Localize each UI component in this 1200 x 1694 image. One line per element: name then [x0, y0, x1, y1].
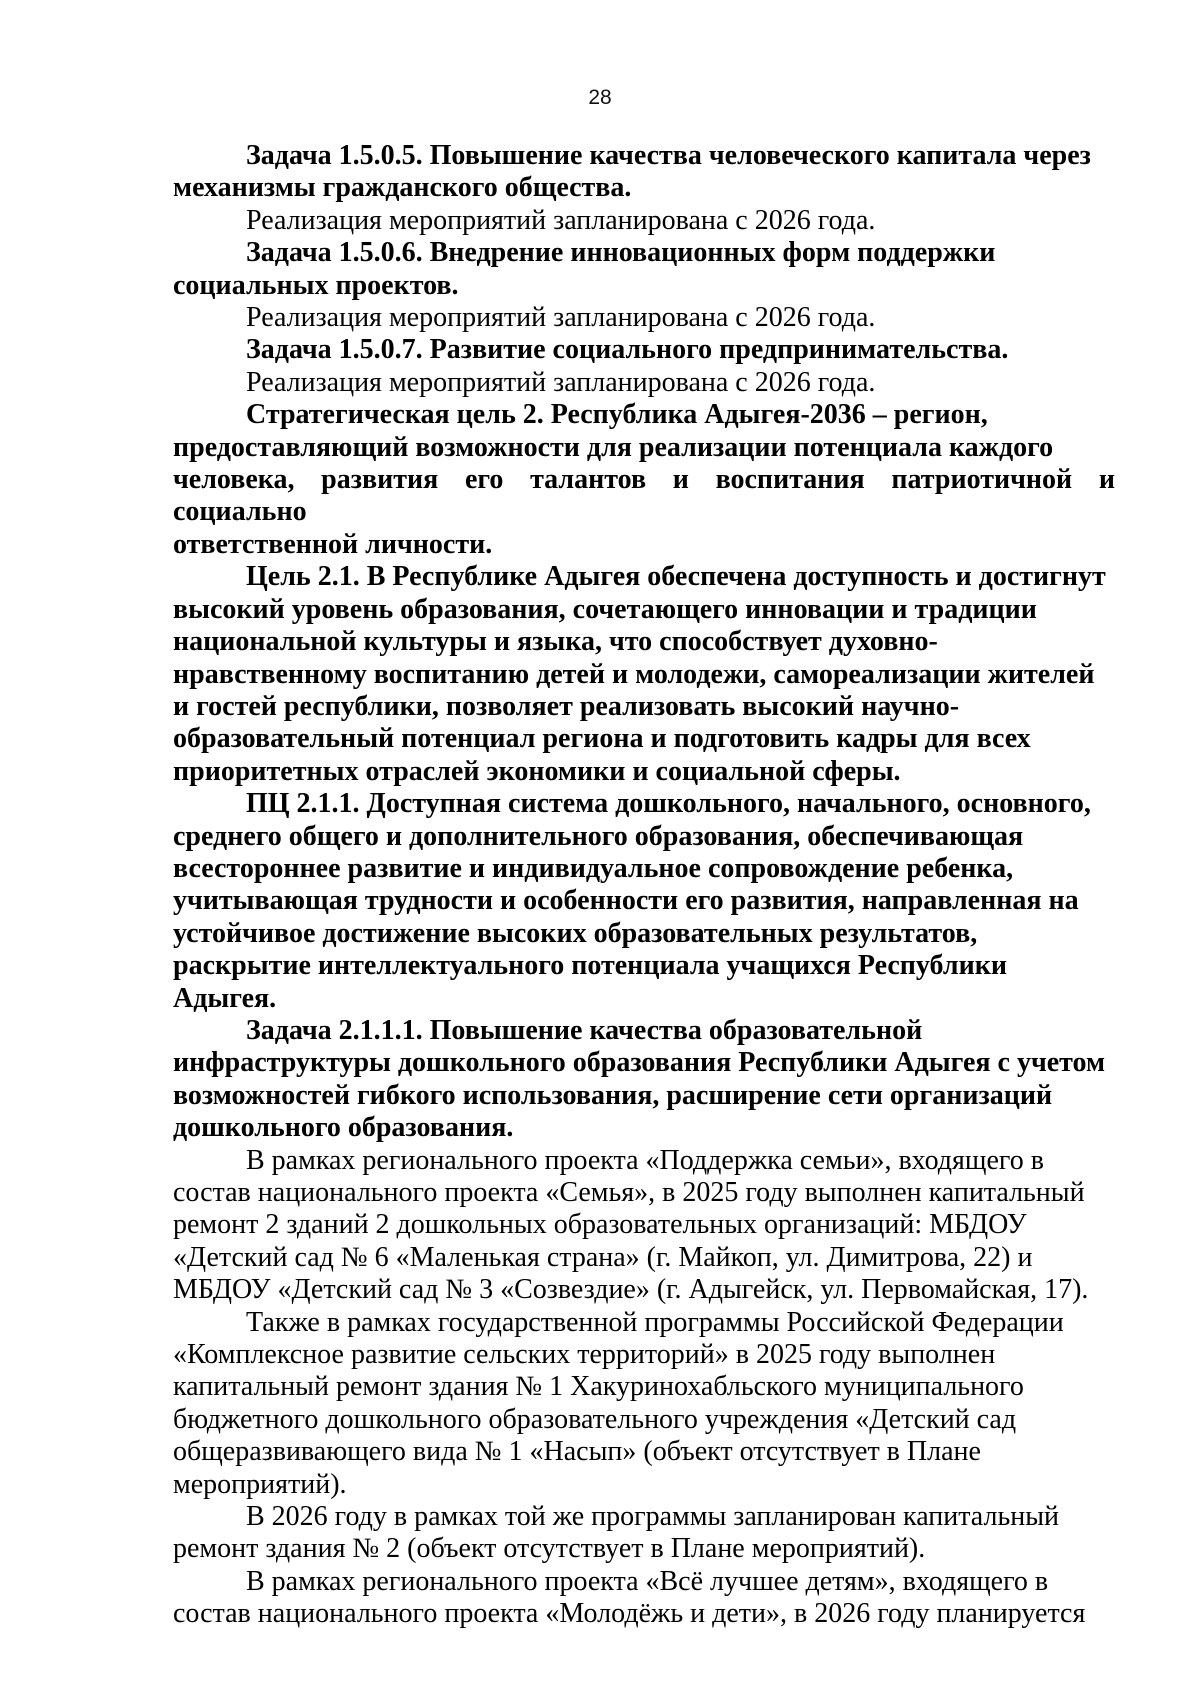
pc-2-1-1-heading: ПЦ 2.1.1. Доступная система дошкольного, начального, основного, среднего общего и дополнительного образования, обеспечивающая всестороннее развитие и индивидуальное сопровождение ребенка, учитывающая трудности и особенности его развития, направленная на устойчивое достижение высоких образовательных результатов, раскрытие интеллектуального потенциала учащихся Республики Адыгея. [173, 788, 1091, 1014]
task-2-1-1-1-heading: Задача 2.1.1.1. Повышение качества образовательной инфраструктуры дошкольного образования Республики Адыгея с учетом возможностей гибкого использования, расширение сети организаций дошкольного образования. [173, 1014, 1106, 1144]
task-1-5-0-7-heading: Задача 1.5.0.7. Развитие социального предпринимательства. [246, 334, 1009, 366]
body-paragraph-rural-program: Также в рамках государственной программы Российской Федерации «Комплексное развитие сельских территорий» в 2025 году выполнен капитальный ремонт здания № 1 Хакуринохабльского муниципального бюджетного дошкольного образовательного учреждения «Детский сад общеразвивающего вида № 1 «Насып» (объект отсутствует в Плане мероприятий). [173, 1306, 1064, 1500]
body-paragraph-2026-repair: В 2026 году в рамках той же программы запланирован капитальный ремонт здания № 2 (объект отсутствует в Плане мероприятий). [173, 1501, 1059, 1565]
task-1-5-0-5-heading: Задача 1.5.0.5. Повышение качества человеческого капитала через механизмы гражданского общества. [173, 140, 1091, 204]
task-1-5-0-6-note: Реализация мероприятий запланирована с 2026 года. [246, 302, 876, 334]
task-1-5-0-5-note: Реализация мероприятий запланирована с 2026 года. [246, 204, 876, 236]
document-body [173, 140, 1115, 1631]
body-paragraph-children-project: В рамках регионального проекта «Всё лучшее детям», входящего в состав национального проекта «Молодёжь и дети», в 2026 году планируется [173, 1565, 1086, 1630]
goal-2-1-heading: Цель 2.1. В Республике Адыгея обеспечена доступность и достигнут высокий уровень образования, сочетающего инновации и традиции национальной культуры и языка, что способствует духовно- нравственному воспитанию детей и молодежи, самореализации жителей и гостей республики, позволяет реализовать высокий научно- образовательный потенциал региона и подготовить кадры для всех приоритетных отраслей экономики и социальной сферы. [173, 561, 1106, 787]
strategic-goal-2-heading: Стратегическая цель 2. Республика Адыгея-2036 – регион, предоставляющий возможности для реализации потенциала каждого человека, развития его талантов и воспитания патриотичной и социально ответственной личности. [173, 399, 1115, 560]
task-1-5-0-6-heading: Задача 1.5.0.6. Внедрение инновационных форм поддержки социальных проектов. [173, 237, 996, 301]
page-number: 28 [588, 86, 612, 109]
task-1-5-0-7-note: Реализация мероприятий запланирована с 2026 года. [246, 366, 876, 398]
body-paragraph-family-project: В рамках регионального проекта «Поддержка семьи», входящего в состав национального проекта «Семья», в 2025 году выполнен капитальный ремонт 2 зданий 2 дошкольных образовательных организаций: МБДОУ «Детский сад № 6 «Маленькая страна» (г. Майкоп, ул. Димитрова, 22) и МБДОУ «Детский сад № 3 «Созвездие» (г. Адыгейск, ул. Первомайская, 17). [173, 1144, 1089, 1306]
